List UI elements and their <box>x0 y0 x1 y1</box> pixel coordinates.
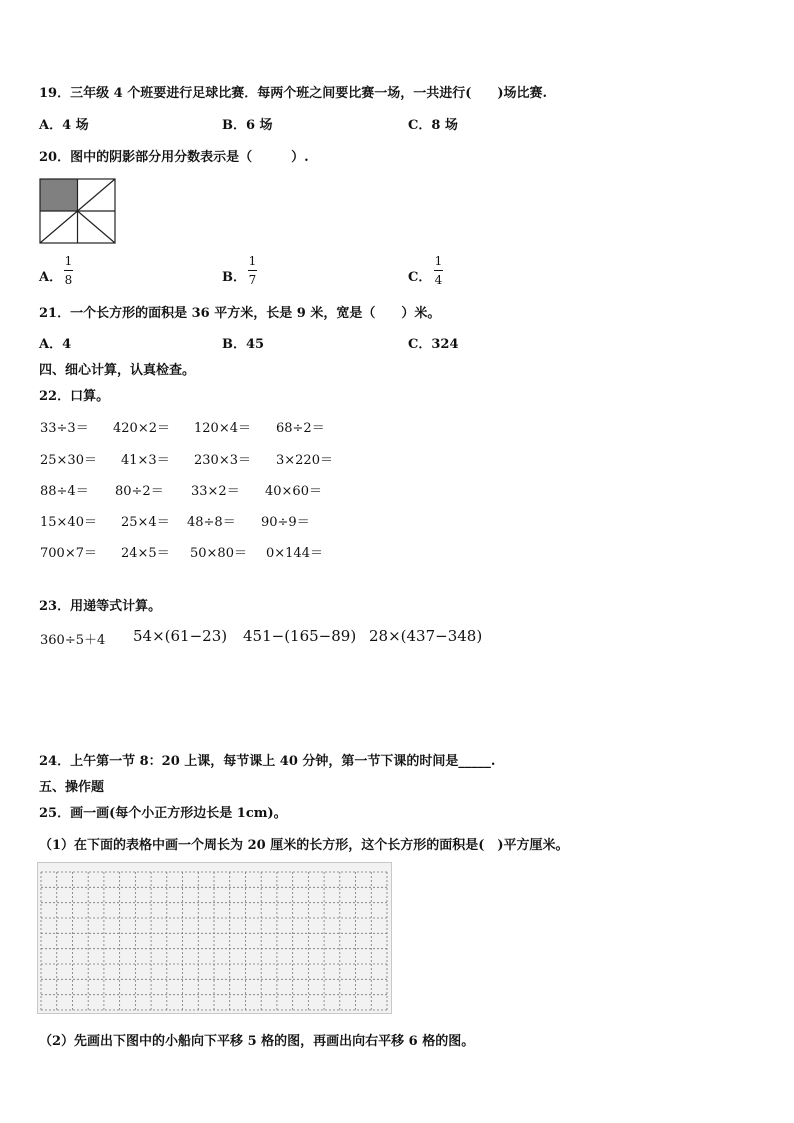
expr-item: 360÷5＋4 <box>40 633 106 648</box>
q20-option-b-label: B． <box>222 270 246 285</box>
calc-item: 230×3＝ <box>194 453 251 468</box>
q20-fraction-a <box>64 254 73 287</box>
calc-item: 120×4＝ <box>194 421 251 436</box>
calc-item: 15×40＝ <box>40 515 97 530</box>
q21-option-c: C．324 <box>408 337 459 352</box>
expr-item: 54×(61−23) <box>133 627 228 645</box>
q20-option-c-label: C． <box>408 270 432 285</box>
q25-part2-text: （2）先画出下图中的小船向下平移 5 格的图，再画出向右平移 6 格的图。 <box>39 1034 475 1049</box>
shaded-part <box>40 179 78 211</box>
calc-item: 25×30＝ <box>40 453 97 468</box>
denominator: 8 <box>64 273 73 287</box>
q23-text: 23．用递等式计算。 <box>39 599 162 614</box>
q20-option-a-label: A． <box>39 270 63 285</box>
calc-item: 50×80＝ <box>190 546 247 561</box>
shaded-square-figure <box>39 178 117 244</box>
calc-item: 25×4＝ <box>121 515 170 530</box>
calc-item: 80÷2＝ <box>115 484 164 499</box>
calc-item: 41×3＝ <box>121 453 170 468</box>
q25-text: 25．画一画(每个小正方形边长是 1cm)。 <box>39 806 287 821</box>
numerator: 1 <box>64 254 73 268</box>
q20-text: 20．图中的阴影部分用分数表示是（ ）. <box>39 150 309 165</box>
q19-option-b: B．6 场 <box>222 118 273 133</box>
calc-item: 0×144＝ <box>266 546 323 561</box>
q21-text: 21．一个长方形的面积是 36 平方米，长是 9 米，宽是（ ）米。 <box>39 306 441 321</box>
expr-item: 28×(437−348) <box>369 627 483 645</box>
q25-part1-text: （1）在下面的表格中画一个周长为 20 厘米的长方形，这个长方形的面积是( )平方厘米。 <box>39 838 569 853</box>
calc-item: 3×220＝ <box>276 453 333 468</box>
calc-item: 48÷8＝ <box>187 515 236 530</box>
section-5-heading: 五、操作题 <box>39 780 105 795</box>
calc-item: 700×7＝ <box>40 546 97 561</box>
expr-item: 451−(165−89) <box>243 627 357 645</box>
denominator: 4 <box>434 273 443 287</box>
calc-item: 40×60＝ <box>265 484 322 499</box>
q19-text: 19．三年级 4 个班要进行足球比赛．每两个班之间要比赛一场，一共进行( )场比赛. <box>39 86 548 101</box>
q20-fraction-c <box>434 254 443 287</box>
calc-item: 33×2＝ <box>191 484 240 499</box>
calc-item: 24×5＝ <box>121 546 170 561</box>
numerator: 1 <box>434 254 443 268</box>
q22-text: 22．口算。 <box>39 389 110 404</box>
drawing-grid[interactable] <box>37 862 393 1014</box>
calc-item: 420×2＝ <box>113 421 170 436</box>
q21-option-b: B．45 <box>222 337 265 352</box>
q19-option-a: A．4 场 <box>39 118 89 133</box>
denominator: 7 <box>248 273 257 287</box>
calc-item: 88÷4＝ <box>40 484 89 499</box>
numerator: 1 <box>248 254 257 268</box>
q19-option-c: C．8 场 <box>408 118 458 133</box>
q24-text: 24．上午第一节 8：20 上课，每节课上 40 分钟，第一节下课的时间是_____. <box>39 754 496 769</box>
q21-option-a: A．4 <box>39 337 72 352</box>
calc-item: 90÷9＝ <box>261 515 310 530</box>
q20-fraction-b <box>248 254 257 287</box>
calc-item: 68÷2＝ <box>276 421 325 436</box>
calc-item: 33÷3＝ <box>40 421 89 436</box>
section-4-heading: 四、细心计算，认真检查。 <box>39 363 196 378</box>
